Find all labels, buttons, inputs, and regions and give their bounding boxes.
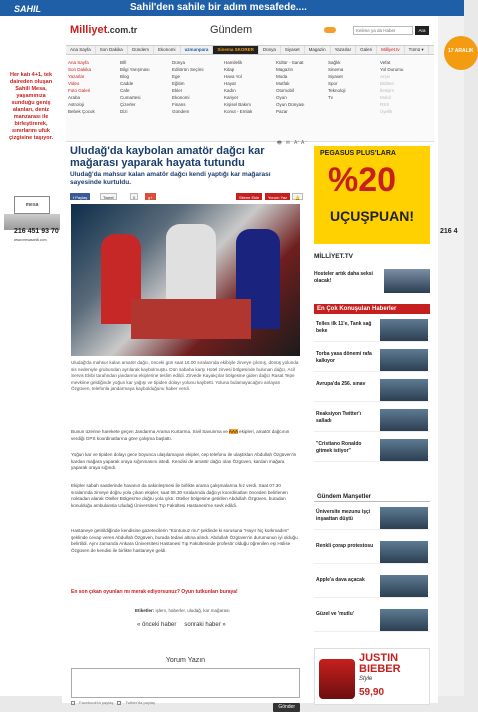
paragraph-text: Bunun üzerine harekete geçen Jandarma Arama Kurtarma, Sivil Savunma ve (71, 429, 229, 434)
main-nav (66, 45, 434, 55)
left-ad-phone: 216 451 93 70 (14, 228, 59, 235)
most-talked-item[interactable] (314, 348, 430, 372)
mega-menu-item[interactable]: Bültten (380, 81, 395, 86)
tv-video-thumbnail (384, 269, 430, 293)
brand-name: Milliyet (70, 24, 108, 36)
right-skyscraper-ad[interactable] (438, 16, 474, 696)
tag-links[interactable]: işlem, haberler, uludağ, kar mağarası (155, 608, 230, 613)
mega-menu-item[interactable]: Üyelik (380, 109, 393, 114)
mega-menu-item[interactable]: Tv (328, 95, 333, 100)
article-paragraph (71, 429, 300, 442)
article-paragraph: Ekipler sabah saatlerinde havanın da sakinleşmesi ile birlikte arama çalışmalarına hız verdi. Saat 07.30 sıralarında zirveye doğru yola çıkan ekipler, saat 08.30 sıralarında dağcıyı koordinatları önceden belirlenen noktadan alarak Oteller Bölgesi'ne doğru yola çıktı. Oteller bölgesine getirilen Abdullah Özgüven, buradan konulduğu ambulansla Uludağ Üniversitesi Tıp Fakültesi Hastanesi'ne sevk edildi. (71, 483, 288, 508)
bieber-ad-title: JUSTIN BIEBER (359, 652, 401, 675)
weather-icon[interactable] (324, 27, 336, 33)
nav-item[interactable]: Magazin (305, 46, 331, 54)
mega-menu-item[interactable]: Vefat (380, 60, 391, 65)
mega-menu-column (276, 60, 328, 137)
facebook-share-checkbox[interactable] (71, 701, 75, 705)
facebook-share-button[interactable]: f Paylaş (70, 193, 90, 200)
mega-menu-item[interactable]: Cumartesi (120, 95, 141, 100)
most-talked-title: "Cristiano Ronaldo gitmek istiyor" (316, 441, 362, 454)
mega-menu-item[interactable]: Arşiv (380, 74, 390, 79)
mail-icon[interactable]: ✉ (285, 140, 290, 146)
most-talked-thumbnail (380, 409, 428, 431)
mega-menu-item[interactable]: Otomobil (276, 88, 295, 93)
article-paragraph: Hastaneye getirildiğinde kendisine gazetecilerin "Kontunuz mu" şeklinde ki sorusuna "Hayır hiç korkmadım" şeklinde cevap veren Abdullah Özgüven, burada tedavi altına alındı. Abdullah Özgüven'in durumunun iyi olduğu belirtildi. Aynı zamanda Ankara Üniversitesi Hastanesi Tıp Fakültesinde profesör olduğu öğrenilen eşi Hülise Özgüven de kendisi ile birlikte hastaneye geldi. (71, 528, 298, 553)
tv-video-title: Hosteler artık daha seksi olacak! (314, 271, 373, 284)
headline-thumbnail (380, 541, 428, 563)
site-header (62, 16, 438, 44)
mega-menu-item[interactable]: Yazarlar (68, 74, 85, 79)
most-talked-thumbnail (380, 379, 428, 401)
right-ad-phone: 216 4 (440, 228, 458, 235)
headline-item[interactable] (314, 540, 430, 564)
left-ad-website: www.mesasahill.com (14, 238, 47, 242)
mega-menu-item[interactable]: Foto Galeri (68, 88, 91, 93)
headline-thumbnail (380, 507, 428, 529)
headline-item[interactable] (314, 506, 430, 530)
milliyet-tv-logo[interactable]: MİLLİYET.TV (314, 253, 353, 260)
headlines-header: Gündem Manşetler (314, 492, 430, 502)
bieber-ad-price: 59,90 (359, 687, 385, 698)
mega-menu-column (68, 60, 120, 137)
mega-menu-column (172, 60, 224, 137)
nav-item[interactable]: Ana Sayfa (66, 46, 96, 54)
send-comment-button[interactable]: Gönder (273, 703, 300, 712)
mega-menu-item[interactable]: İletişim (380, 88, 395, 93)
main-page (62, 16, 438, 710)
search-button[interactable]: Ara (415, 26, 429, 35)
mega-menu-item[interactable]: Son Dakika (68, 67, 92, 72)
paragraph-text: ekipleri, amatör dağcının verdiği GPS koordinatlarına göre çalışma başlattı. (71, 429, 290, 441)
headline-title: Renkli çorap protestosu (316, 543, 374, 549)
mega-menu-item[interactable]: RSS (380, 102, 390, 107)
next-article-link[interactable]: sonraki haber » (184, 622, 226, 628)
nav-item[interactable]: Tümü ▾ (405, 46, 429, 54)
nav-item[interactable]: Yazarlar (331, 46, 356, 54)
headline-thumbnail (380, 575, 428, 597)
article-title: Uludağ'da kaybolan amatör dağcı kar mağarası yaparak hayata tutundu (70, 145, 265, 169)
mega-menu-item[interactable]: Finans (172, 102, 186, 107)
mesa-logo: mesa (14, 196, 50, 214)
mega-menu-item[interactable]: Cafe (120, 88, 130, 93)
twitter-share-label: Twitter'da paylaş (125, 700, 156, 705)
most-talked-title: Avrupa'da 256. sınav (316, 381, 366, 387)
most-talked-item[interactable] (314, 318, 430, 342)
mega-menu-column (120, 60, 172, 137)
search-input[interactable] (353, 26, 413, 35)
mega-menu-item[interactable]: Bİlİ (120, 60, 127, 65)
mega-menu-item[interactable]: Oyun Dünyası (276, 102, 305, 107)
mega-menu-item[interactable]: Teknoloji (328, 88, 346, 93)
share-bar (70, 193, 302, 201)
mega-menu-item[interactable]: Magazin (276, 67, 294, 72)
most-talked-item[interactable] (314, 438, 430, 462)
sahill-logo: SAHIL (14, 4, 41, 14)
bieber-ad-style: Style (359, 676, 373, 682)
brand-tld: .com.tr (107, 25, 138, 35)
nav-item[interactable]: uzmanpara (181, 46, 214, 54)
tv-video-item[interactable] (314, 269, 430, 293)
nav-item[interactable]: Galeri (356, 46, 377, 54)
nav-item[interactable]: Sinema SKORER (213, 46, 259, 54)
most-talked-item[interactable] (314, 408, 430, 432)
mega-menu-item[interactable]: Ana Sayfa (68, 60, 89, 65)
mega-menu-item[interactable]: Ekler (172, 88, 183, 93)
most-talked-title: Reaksiyon Twitter'ı salladı (316, 411, 361, 424)
article-header (70, 146, 302, 186)
mega-menu-item[interactable]: Konut - Emlak (224, 109, 253, 114)
headline-title: Üniversite mezunu işçi inşaattan düştü (316, 509, 371, 522)
mega-menu-item[interactable]: Pazar (276, 109, 288, 114)
mega-menu-item[interactable]: Gündem (172, 109, 190, 114)
mega-menu-item[interactable]: Moda (276, 74, 288, 79)
mega-menu-item[interactable]: Oyun (276, 95, 287, 100)
pegasus-ad-line3: UÇUŞPUAN! (330, 208, 414, 224)
mega-menu-item[interactable]: Astroloji (68, 102, 85, 107)
previous-article-link[interactable]: « önceki haber (137, 622, 177, 628)
nav-item[interactable]: Siyaset (281, 46, 305, 54)
mega-menu-item[interactable]: Blog (120, 74, 130, 79)
article-pager (137, 622, 226, 628)
right-ad-badge-text: 17 ARALIK (448, 48, 474, 54)
mega-menu-item[interactable]: Sağlık (328, 60, 341, 65)
pegasus-ad-percent: %20 (328, 161, 397, 199)
font-size-icon[interactable]: A⁺ A⁻ (293, 140, 307, 146)
facebook-share-label: Facebook'ta paylaş (79, 700, 114, 705)
nav-item[interactable]: Gündem (128, 46, 154, 54)
mega-menu-item[interactable]: Sinema (328, 67, 344, 72)
mega-menu-item[interactable]: Editörün Seçimi (172, 67, 204, 72)
headline-thumbnail (380, 609, 428, 631)
headline-title: Güzel ve 'mutlu' (316, 611, 354, 617)
nav-item[interactable]: Milliyet.tv (377, 46, 405, 54)
mega-menu-item[interactable]: Video (68, 81, 80, 86)
section-title: Gündem (210, 24, 253, 36)
mega-menu-item[interactable]: Dünya (172, 60, 186, 65)
print-icon[interactable]: 🖶 (277, 140, 282, 146)
nav-item[interactable]: Dünya (259, 46, 281, 54)
nav-item[interactable]: Son Dakika (96, 46, 128, 54)
headline-item[interactable] (314, 574, 430, 598)
tweet-button[interactable]: Tweet (100, 193, 117, 200)
headline-item[interactable] (314, 608, 430, 632)
mega-menu-item[interactable]: Kitap (224, 67, 235, 72)
most-talked-item[interactable] (314, 378, 430, 402)
mega-menu-item[interactable]: Hamilelik (224, 60, 243, 65)
left-ad-text: Her katı 4+1, tek daireden oluşan Sahill Mesa, yaşamınıza sunduğu geniş alanları, deniz manzarası ile birleştirerek, sınırlarını ufuk çizgisine taşıyor. (8, 72, 54, 141)
comment-textarea[interactable] (71, 668, 300, 698)
mega-menu-item[interactable]: Siyaset (328, 74, 343, 79)
notification-icon[interactable]: 🔔 (292, 193, 303, 200)
comment-title: Yorum Yazın (165, 657, 206, 664)
photo-caption: Uludağ'da mahsur kalan amatör dağcı, önceki gün saat 16.00 sıralarında ekibiyle zirveye çıkmış, dönüş yolunda sis nedeniyle grubundan ayrılarak kaybolmuştu. Dün sabaha karşı Hotel zirvesi bölgesinde bulunan dağcı, Acil Servis Ekibi tarafından jandarma ekiplerine teslim edildi. Zirvede Kayakçılar bölgesine giden dağcı Rasat Tepe mevkiine geldiğinde yoğun kar yağışı ve tipiden dolayı yolunu kaybetti. Yoluna bulamayacağını anlayan Özgüven, telefonla jandarmaya kaybolduğunu haber verdi. (71, 360, 299, 392)
article-subtitle: Uludağ'da mahsur kalan amatör dağcı kendi yaptığı kar mağarası sayesinde kurtuldu. (70, 171, 271, 186)
plus-count: 0 (130, 193, 138, 200)
mega-menu-item[interactable]: Spor (328, 81, 338, 86)
most-talked-header: En Çok Konuşulan Haberler (314, 304, 430, 314)
top-ad-banner[interactable] (0, 0, 464, 16)
google-plus-button[interactable]: g+ (145, 193, 156, 200)
banner-slogan: Sahil'den sahile bir adım mesafede.... (130, 2, 307, 13)
shoe-image (319, 659, 355, 699)
milliyet-logo[interactable] (70, 24, 137, 36)
tags-row (135, 608, 230, 613)
most-talked-title: Telles ilk 11'e, Tank sağ beke (316, 321, 372, 334)
mega-menu-column (224, 60, 276, 137)
pegasus-ad-line1: PEGASUS PLUS'LARA (320, 150, 396, 157)
comment-form (71, 657, 300, 710)
mega-menu-item[interactable]: Bebek Çocuk (68, 109, 95, 114)
mega-menu-item[interactable]: Hayat (224, 81, 236, 86)
mega-menu-column (380, 60, 432, 137)
mega-menu (66, 56, 434, 142)
most-talked-thumbnail (380, 439, 428, 461)
comment-share-options (71, 700, 300, 705)
photo-stretcher (131, 299, 251, 339)
tags-label: Etiketler: (135, 608, 155, 613)
twitter-share-checkbox[interactable] (117, 701, 121, 705)
justin-bieber-ad[interactable] (314, 648, 430, 705)
mega-menu-item[interactable]: Yol Durumu (380, 67, 404, 72)
mega-menu-item[interactable]: Araba (68, 95, 81, 100)
mega-menu-item[interactable]: Ege (172, 74, 181, 79)
mega-menu-item[interactable]: Cadde (120, 81, 134, 86)
pegasus-ad[interactable] (314, 146, 430, 244)
mega-menu-item[interactable]: Çizerler (120, 102, 136, 107)
games-promo-link[interactable]: En son çıkan oyunları mı merak ediyorsunuz? Oyun tutkunları buraya! (71, 589, 238, 595)
mega-menu-item[interactable]: Kültür - Sanat (276, 60, 304, 65)
mega-menu-item[interactable]: Bilgi Yarışması (120, 67, 150, 72)
mega-menu-item[interactable]: Eğitim (172, 81, 185, 86)
mega-menu-column (328, 60, 380, 137)
headline-title: Apple'a dava açacak (316, 577, 365, 583)
most-talked-title: Torba yasa dönemi rafa kalkıyor (316, 351, 372, 364)
highlight-link[interactable]: AAA (228, 429, 238, 434)
mega-menu-item[interactable]: Mutfak (276, 81, 290, 86)
nav-item[interactable]: Ekonomi (154, 46, 181, 54)
most-talked-thumbnail (380, 349, 428, 371)
article-photo (71, 204, 300, 356)
most-talked-thumbnail (380, 319, 428, 341)
article-paragraph: Yoğun kar ve tipiden dolayı gece boyunca ulaşılamayan ekipler, cep telefonu ile ulaştıkları Abdullah Özgüven'in kardan mağara yaparak oraya sığınmasını istedi. Kendisi de amatör dağcı olan Özgüven, kardan mağara yaparak oraya sığındı. (71, 452, 297, 471)
mega-menu-item[interactable]: Hava Yol (224, 74, 242, 79)
mega-menu-item[interactable]: Kariyer (224, 95, 239, 100)
mega-menu-item[interactable]: Mobil (380, 95, 391, 100)
left-skyscraper-ad[interactable] (0, 16, 62, 696)
write-comment-button[interactable]: Yorum Yaz (265, 193, 290, 200)
mega-menu-item[interactable]: Ekonomi (172, 95, 190, 100)
mega-menu-item[interactable]: Kişisel Bakım (224, 102, 252, 107)
mega-menu-item[interactable]: Dizi (120, 109, 128, 114)
mega-menu-item[interactable]: Kadın (224, 88, 236, 93)
add-to-site-button[interactable]: Sitene Ekle (236, 193, 262, 200)
